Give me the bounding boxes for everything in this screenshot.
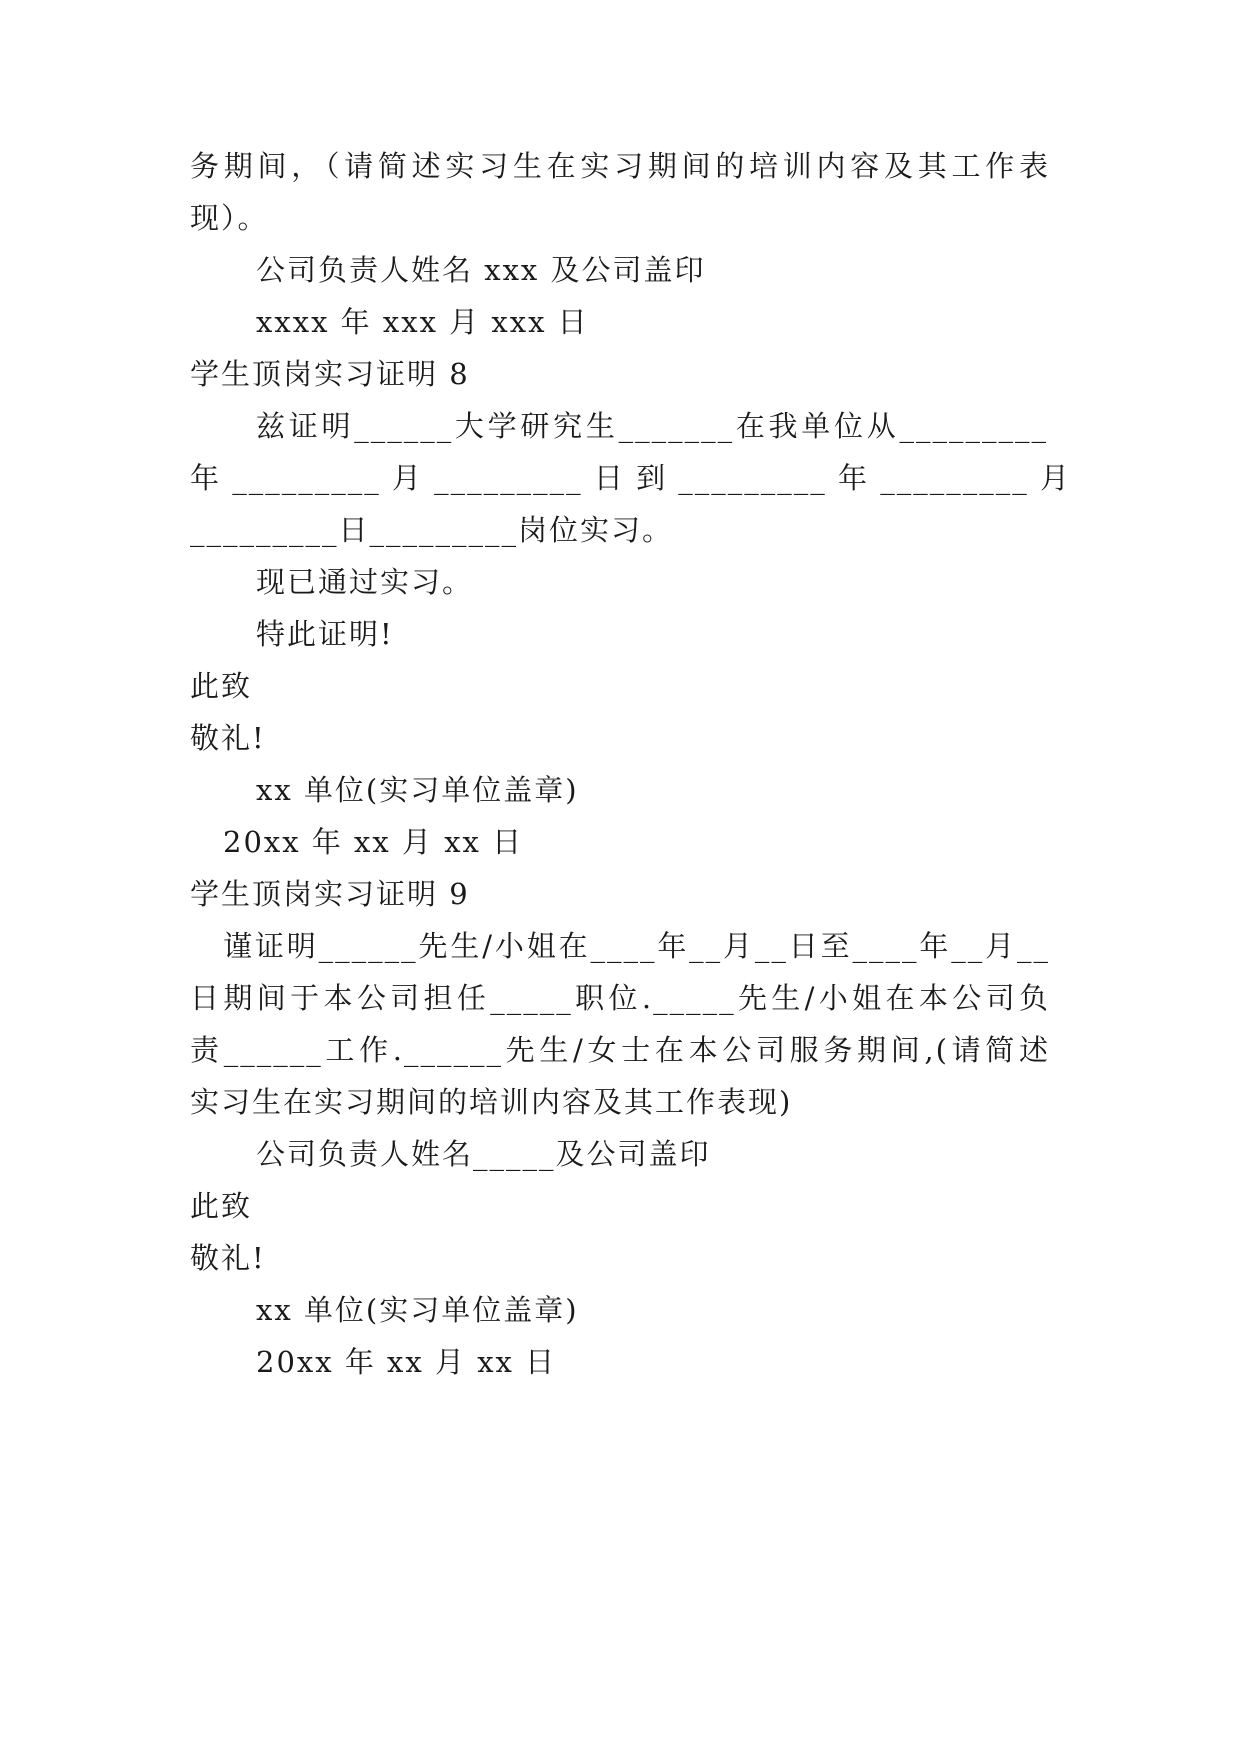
closing-line: 此致 xyxy=(190,669,253,703)
paragraph-line: 日期间于本公司担任_____职位._____先生/小姐在本公司负 xyxy=(190,981,1050,1015)
closing-line: 敬礼! xyxy=(190,721,266,755)
paragraph-line: 务期间，（请简述实习生在实习期间的培训内容及其工作表 xyxy=(190,149,1050,183)
paragraph-line: 实习生在实习期间的培训内容及其工作表现) xyxy=(190,1085,793,1119)
paragraph-line: 年 _________ 月 _________ 日 到 _________ 年 _________ 月 xyxy=(190,461,1071,495)
section-heading: 学生顶岗实习证明 8 xyxy=(190,357,470,391)
signature-line: 公司负责人姓名_____及公司盖印 xyxy=(256,1137,711,1171)
date-line: xxxx 年 xxx 月 xxx 日 xyxy=(256,305,589,339)
paragraph-line: 现）。 xyxy=(190,201,269,235)
section-heading: 学生顶岗实习证明 9 xyxy=(190,877,470,911)
signature-line: 公司负责人姓名 xxx 及公司盖印 xyxy=(256,253,706,287)
paragraph-line: 特此证明! xyxy=(256,617,394,651)
date-line: 20xx 年 xx 月 xx 日 xyxy=(256,1345,557,1379)
paragraph-line: 责______工作.______先生/女士在本公司服务期间,(请简述 xyxy=(190,1033,1050,1067)
closing-line: 此致 xyxy=(190,1189,253,1223)
paragraph-line: _________日_________岗位实习。 xyxy=(190,513,674,547)
signature-line: xx 单位(实习单位盖章) xyxy=(256,773,579,807)
paragraph-line: 谨证明______先生/小姐在____年__月__日至____年__月__ xyxy=(223,929,1050,963)
signature-line: xx 单位(实习单位盖章) xyxy=(256,1293,579,1327)
date-line: 20xx 年 xx 月 xx 日 xyxy=(223,825,524,859)
closing-line: 敬礼! xyxy=(190,1241,266,1275)
paragraph-line: 兹证明______大学研究生_______在我单位从_________ xyxy=(256,409,1048,443)
paragraph-line: 现已通过实习。 xyxy=(256,565,474,599)
